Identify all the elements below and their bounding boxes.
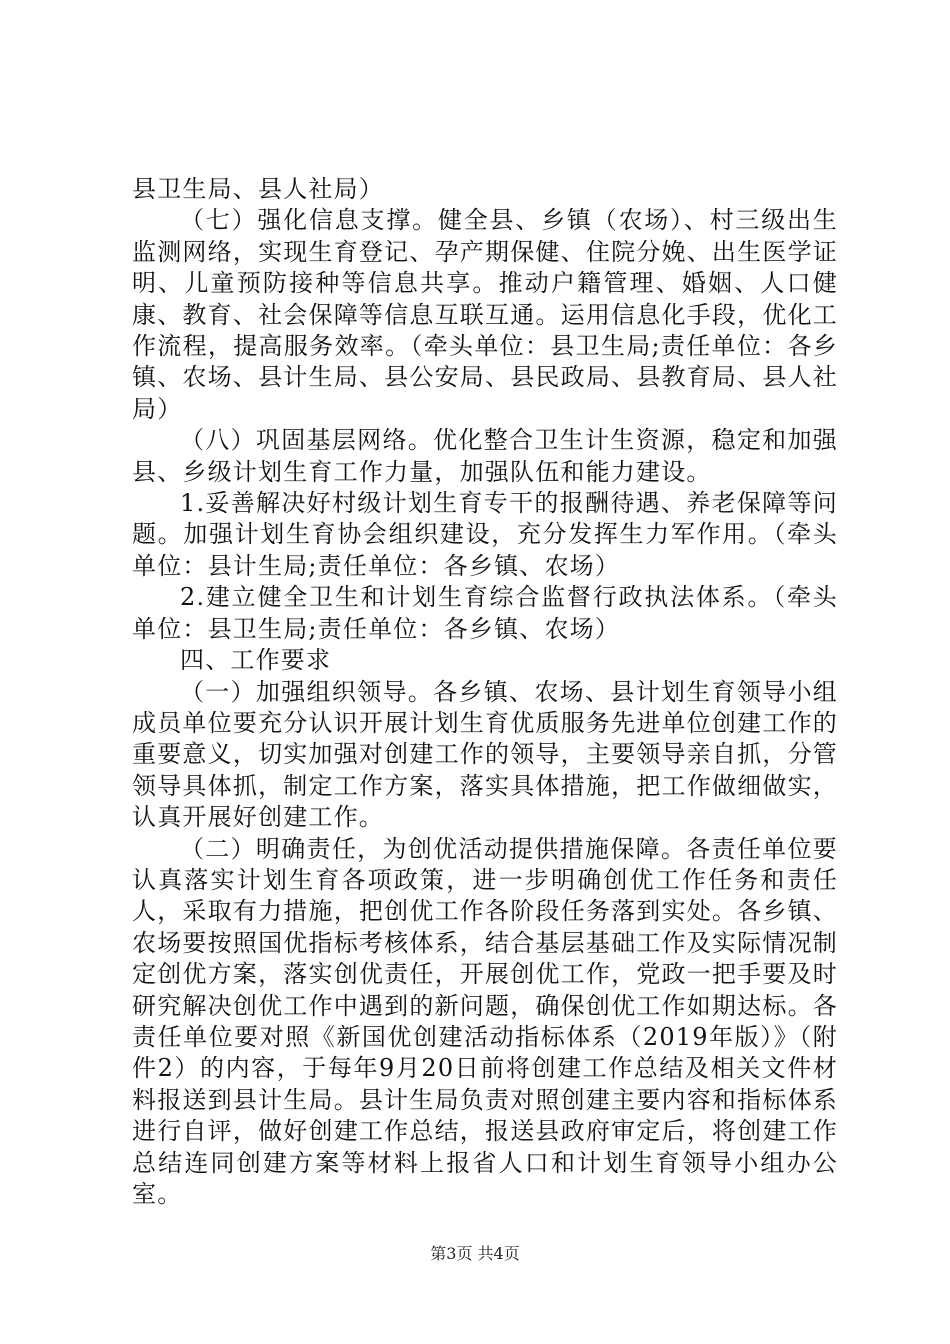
paragraph-requirement-1: （一）加强组织领导。各乡镇、农场、县计划生育领导小组成员单位要充分认识开展计划生育优质服务先进单位创建工作的重要意义，切实加强对创建工作的领导，主要领导亲自抓，分管领导具体抓，制定工作方案，落实具体措施，把工作做细做实，认真开展好创建工作。 — [132, 677, 838, 832]
paragraph-item-2: 2.建立健全卫生和计划生育综合监督行政执法体系。（牵头单位：县卫生局;责任单位：各乡镇、农场） — [132, 583, 838, 643]
page-number-footer: 第3页 共4页 — [430, 1244, 520, 1263]
paragraph-section-8: （八）巩固基层网络。优化整合卫生计生资源，稳定和加强县、乡级计划生育工作力量，加强队伍和能力建设。 — [132, 426, 838, 486]
paragraph-section-7: （七）强化信息支撑。健全县、乡镇（农场）、村三级出生监测网络，实现生育登记、孕产期保健、住院分娩、出生医学证明、儿童预防接种等信息共享。推动户籍管理、婚姻、人口健康、教育、社会保障等信息互联互通。运用信息化手段，优化工作流程，提高服务效率。（牵头单位：县卫生局;责任单位：各乡镇、农场、县计生局、县公安局、县民政局、县教育局、县人社局） — [132, 206, 838, 423]
document-body — [132, 174, 838, 1210]
section-heading-work-requirements: 四、工作要求 — [180, 646, 332, 675]
paragraph-requirement-2: （二）明确责任，为创优活动提供措施保障。各责任单位要认真落实计划生育各项政策，进一步明确创优工作任务和责任人，采取有力措施，把创优工作各阶段任务落到实处。各乡镇、农场要按照国优指标考核体系，结合基层基础工作及实际情况制定创优方案，落实创优责任，开展创优工作，党政一把手要及时研究解决创优工作中遇到的新问题，确保创优工作如期达标。各责任单位要对照《新国优创建活动指标体系（2019年版）》（附件2）的内容，于每年9月20日前将创建工作总结及相关文件材料报送到县计生局。县计生局负责对照创建主要内容和指标体系进行自评，做好创建工作总结，报送县政府审定后，将创建工作总结连同创建方案等材料上报省人口和计划生育领导小组办公室。 — [132, 834, 838, 1208]
paragraph-item-1: 1.妥善解决好村级计划生育专干的报酬待遇、养老保障等问题。加强计划生育协会组织建设，充分发挥生力军作用。（牵头单位：县计生局;责任单位：各乡镇、农场） — [132, 489, 838, 580]
paragraph-continuation: 县卫生局、县人社局） — [132, 175, 384, 203]
